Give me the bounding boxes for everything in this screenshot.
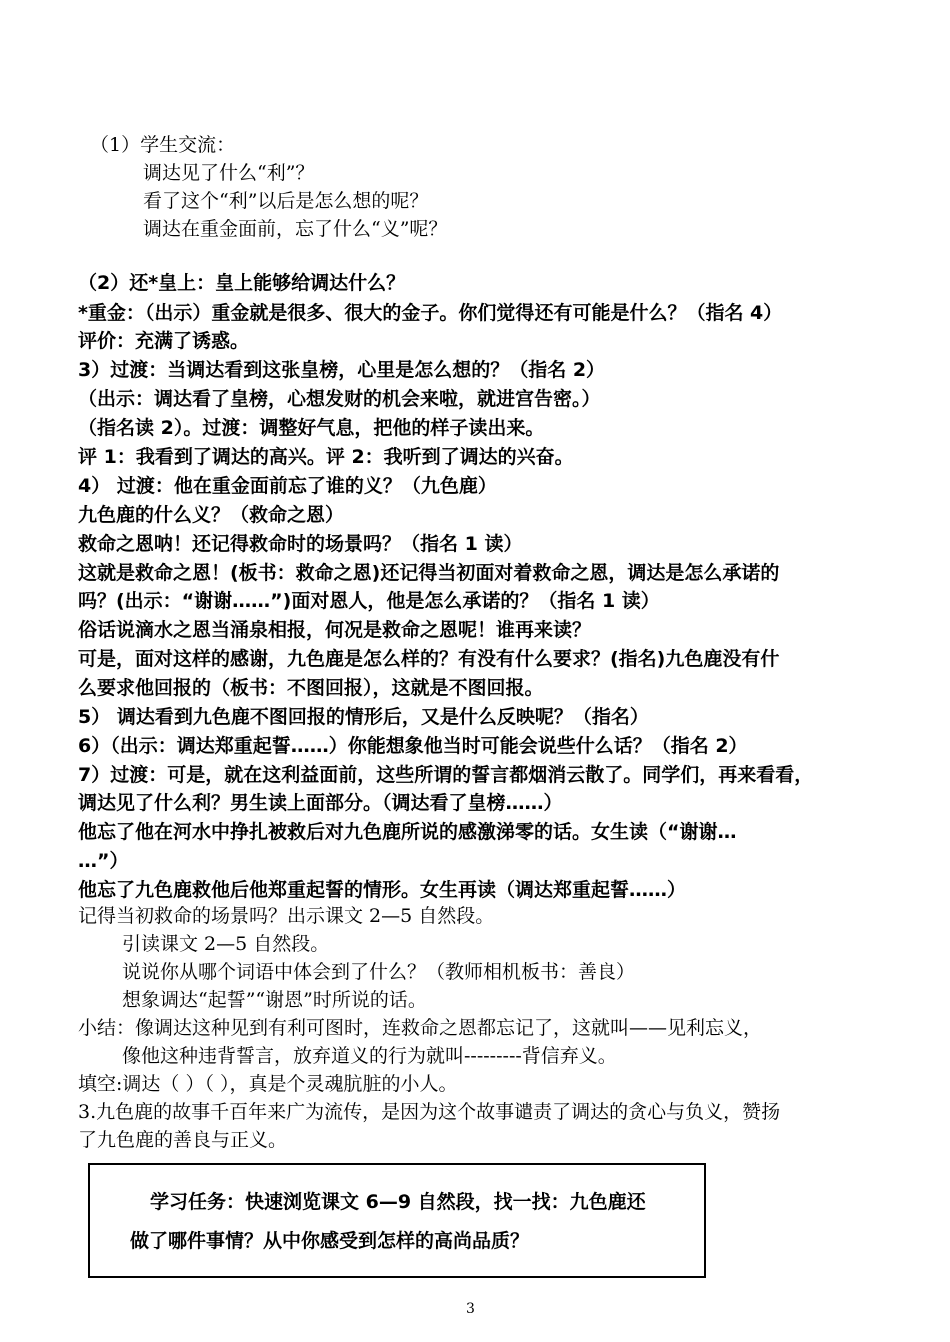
text-line: 填空:调达（ ）（ ），真是个灵魂肮脏的小人。 — [78, 1073, 458, 1095]
text-line: 小结：像调达这种见到有利可图时，连救命之恩都忘记了，这就叫——见利忘义， — [78, 1017, 763, 1039]
text-line: 看了这个“利”以后是怎么想的呢？ — [143, 190, 429, 212]
task-box — [88, 1163, 706, 1278]
text-line: …”） — [78, 850, 129, 872]
text-line: 5） 调达看到九色鹿不图回报的情形后，又是什么反映呢？（指名） — [78, 706, 649, 728]
task-line-2: 做了哪件事情？从中你感受到怎样的高尚品质？ — [130, 1230, 530, 1252]
text-line: 九色鹿的什么义？（救命之恩） — [78, 504, 345, 526]
text-line: 他忘了九色鹿救他后他郑重起誓的情形。女生再读（调达郑重起誓……） — [78, 879, 687, 901]
text-line: 评价：充满了诱惑。 — [78, 330, 250, 352]
text-line: 想象调达“起誓”“谢恩”时所说的话。 — [122, 989, 427, 1011]
text-line: 可是，面对这样的感谢，九色鹿是怎么样的？有没有什么要求？(指名)九色鹿没有什 — [78, 648, 780, 670]
text-line: 4） 过渡：他在重金面前忘了谁的义？（九色鹿） — [78, 475, 497, 497]
text-line: （出示：调达看了皇榜，心想发财的机会来啦，就进宫告密。） — [78, 388, 601, 410]
text-line: 了九色鹿的善良与正义。 — [78, 1129, 288, 1151]
text-line: （2）还*皇上：皇上能够给调达什么？ — [78, 272, 406, 294]
text-line: 调达见了什么“利”？ — [143, 162, 315, 184]
page-number: 3 — [466, 1301, 475, 1317]
text-line: 引读课文 2—5 自然段。 — [122, 933, 330, 955]
text-line: 吗？(出示：“谢谢……”)面对恩人，他是怎么承诺的？（指名 1 读） — [78, 590, 660, 612]
text-line: *重金：（出示）重金就是很多、很大的金子。你们觉得还有可能是什么？（指名 4） — [78, 302, 783, 324]
text-line: 评 1：我看到了调达的高兴。评 2：我听到了调达的兴奋。 — [78, 446, 574, 468]
text-line: 像他这种违背誓言，放弃道义的行为就叫---------背信弃义。 — [122, 1045, 617, 1067]
text-line: 说说你从哪个词语中体会到了什么？（教师相机板书：善良） — [122, 961, 636, 983]
task-line-1: 学习任务：快速浏览课文 6—9 自然段，找一找：九色鹿还 — [150, 1191, 646, 1213]
text-line: （1）学生交流： — [90, 134, 236, 156]
text-line: 调达见了什么利？男生读上面部分。（调达看了皇榜……） — [78, 792, 563, 814]
text-line: 救命之恩呐！还记得救命时的场景吗？（指名 1 读） — [78, 533, 523, 555]
text-line: （指名读 2）。过渡：调整好气息，把他的样子读出来。 — [78, 417, 545, 439]
text-line: 俗话说滴水之恩当涌泉相报，何况是救命之恩呢！谁再来读？ — [78, 619, 592, 641]
text-line: 调达在重金面前，忘了什么“义”呢？ — [143, 218, 448, 240]
text-line: 7）过渡：可是，就在这利益面前，这些所谓的誓言都烟消云散了。同学们，再来看看， — [78, 764, 814, 786]
text-line: 6）（出示：调达郑重起誓……）你能想象他当时可能会说些什么话？（指名 2） — [78, 735, 748, 757]
text-line: 么要求他回报的（板书：不图回报），这就是不图回报。 — [78, 677, 544, 699]
text-line: 这就是救命之恩！(板书：救命之恩)还记得当初面对着救命之恩，调达是怎么承诺的 — [78, 562, 780, 584]
text-line: 记得当初救命的场景吗？出示课文 2—5 自然段。 — [78, 905, 495, 927]
text-line: 他忘了他在河水中挣扎被救后对九色鹿所说的感激涕零的话。女生读（“谢谢… — [78, 821, 737, 843]
text-line: 3）过渡：当调达看到这张皇榜，心里是怎么想的？（指名 2） — [78, 359, 606, 381]
text-line: 3.九色鹿的故事千百年来广为流传，是因为这个故事谴责了调达的贪心与负义，赞扬 — [78, 1101, 781, 1123]
